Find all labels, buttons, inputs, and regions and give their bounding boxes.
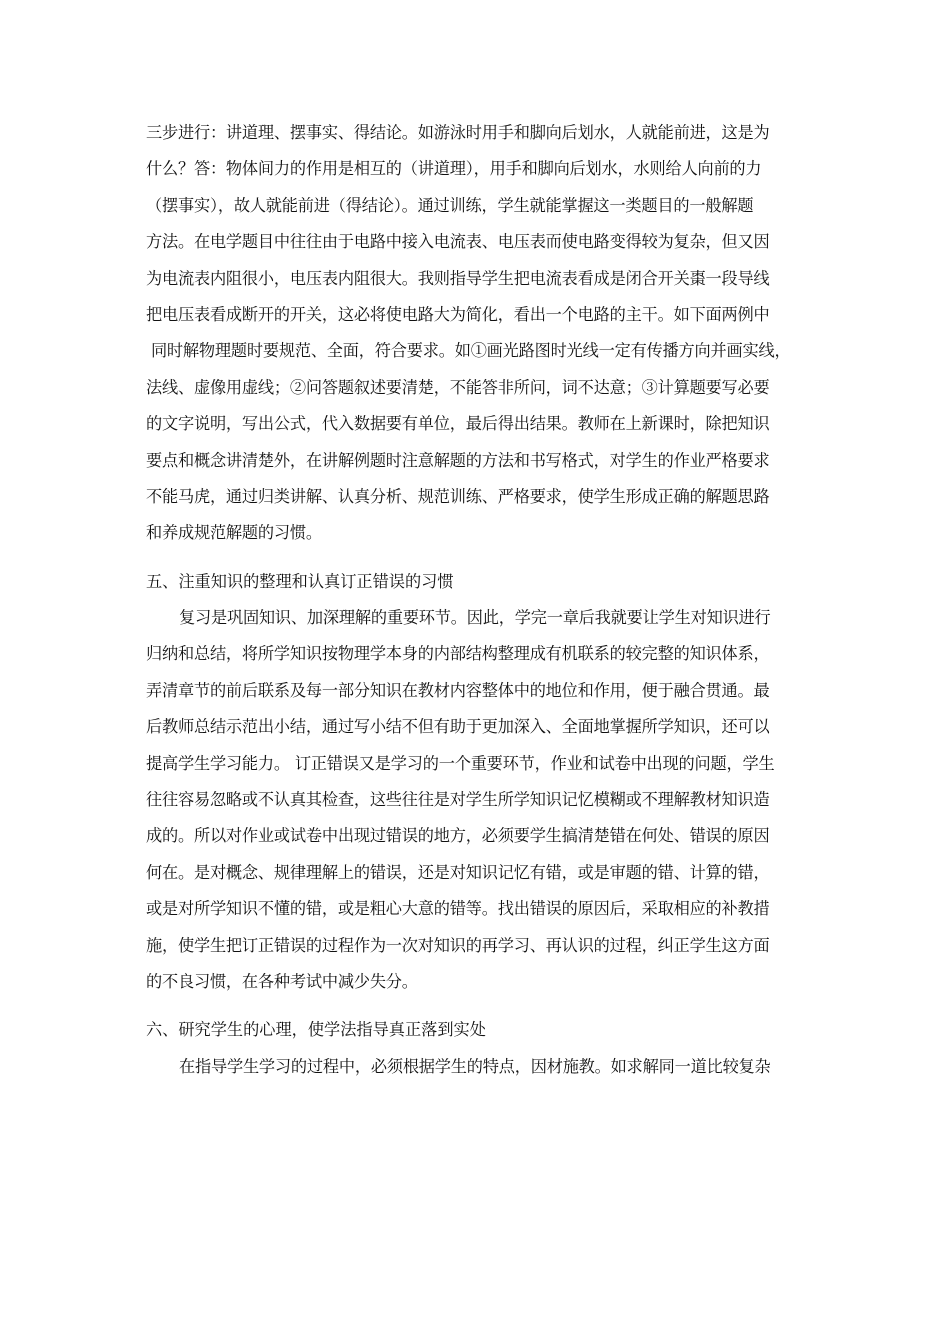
text-line: 的文字说明，写出公式，代入数据要有单位，最后得出结果。教师在上新课时，除把知识 xyxy=(146,414,770,434)
text-line: 的不良习惯，在各种考试中减少失分。 xyxy=(146,971,418,991)
text-line: 施，使学生把订正错误的过程作为一次对知识的再学习、再认识的过程，纠正学生这方面 xyxy=(146,935,770,955)
text-line: 不能马虎，通过归类讲解、认真分析、规范训练、严格要求，使学生形成正确的解题思路 xyxy=(146,486,770,506)
text-line: 方法。在电学题目中往往由于电路中接入电流表、电压表而使电路变得较为复杂，但又因 xyxy=(146,232,770,252)
section-heading: 五、注重知识的整理和认真订正错误的习惯 xyxy=(146,571,454,591)
text-line: 三步进行：讲道理、摆事实、得结论。如游泳时用手和脚向后划水，人就能前进，这是为 xyxy=(146,123,770,142)
section-spacer xyxy=(146,552,810,564)
text-line: 后教师总结示范出小结，通过写小结不但有助于更加深入、全面地掌握所学知识，还可以 xyxy=(146,717,770,737)
text-line: 法线、虚像用虚线；②问答题叙述要清楚，不能答非所问，词不达意；③计算题要写必要 xyxy=(146,377,770,397)
text-line: 把电压表看成断开的开关，这必将使电路大为简化，看出一个电路的主干。如下面两例中 xyxy=(146,304,770,324)
text-line: 同时解物理题时要规范、全面，符合要求。如①画光路图时光线一定有传播方向并画实线， xyxy=(146,341,791,361)
text-line: 复习是巩固知识、加深理解的重要环节。因此，学完一章后我就要让学生对知识进行 xyxy=(179,608,771,628)
text-line: 提高学生学习能力。 订正错误又是学习的一个重要环节，作业和试卷中出现的问题，学生 xyxy=(146,753,775,773)
text-line: 要点和概念讲清楚外，在讲解例题时注意解题的方法和书写格式，对学生的作业严格要求 xyxy=(146,450,770,470)
section-heading: 六、研究学生的心理，使学法指导真正落到实处 xyxy=(146,1020,486,1040)
text-line: 往往容易忽略或不认真其检查，这些往往是对学生所学知识记忆模糊或不理解教材知识造 xyxy=(146,790,770,810)
section-five xyxy=(146,564,810,1001)
paragraph-problem-solving xyxy=(146,115,810,552)
section-spacer xyxy=(146,1000,810,1012)
text-line: 弄清章节的前后联系及每一部分知识在教材内容整体中的地位和作用，便于融合贯通。最 xyxy=(146,680,770,700)
text-line: （摆事实），故人就能前进（得结论）。通过训练，学生就能掌握这一类题目的一般解题 xyxy=(146,195,754,215)
text-line: 成的。所以对作业或试卷中出现过错误的地方，必须要学生搞清楚错在何处、错误的原因 xyxy=(146,826,770,846)
text-line: 或是对所学知识不懂的错，或是粗心大意的错等。找出错误的原因后，采取相应的补教措 xyxy=(146,899,770,919)
text-line: 何在。是对概念、规律理解上的错误，还是对知识记忆有错，或是审题的错、计算的错， xyxy=(146,862,770,882)
text-line: 归纳和总结，将所学知识按物理学本身的内部结构整理成有机联系的较完整的知识体系， xyxy=(146,644,770,664)
text-line: 什么？答：物体间力的作用是相互的（讲道理），用手和脚向后划水，水则给人向前的力 xyxy=(146,159,762,179)
section-six xyxy=(146,1012,810,1085)
document-body xyxy=(146,115,810,1085)
text-line: 为电流表内阻很小，电压表内阻很大。我则指导学生把电流表看成是闭合开关棗一段导线 xyxy=(146,268,770,288)
text-line: 和养成规范解题的习惯。 xyxy=(146,523,322,543)
text-line: 在指导学生学习的过程中，必须根据学生的特点，因材施教。如求解同一道比较复杂 xyxy=(179,1056,771,1076)
